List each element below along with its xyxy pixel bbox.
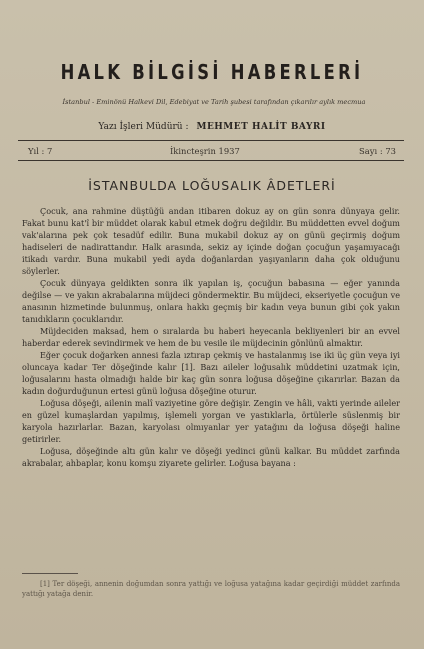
article-title: İSTANBULDA LOĞUSALIK ÂDETLERİ	[88, 178, 336, 193]
editor-name: MEHMET HALİT BAYRI	[196, 122, 326, 132]
journal-subtitle: İstanbul - Eminönü Halkevi Dil, Edebiyat ve Tarih şubesi tarafından çıkarılır aylık mecmua	[62, 98, 366, 106]
editor-line	[0, 122, 424, 132]
issue-number: Sayı : 73	[359, 146, 396, 156]
journal-title: HALK BİLGİSİ HABERLERİ	[60, 60, 364, 84]
issue-year: Yıl : 7	[28, 146, 53, 156]
paragraph: Müjdeciden maksad, hem o sıralarda bu haberi heyecanla bekliyenleri bir an evvel haberdar ederek sevindirmek ve hem de bu vesile ile müjdecinin gönlünü almaktır.	[22, 326, 400, 348]
paragraph: Çocuk, ana rahmine düştüğü andan itibaren dokuz ay on gün sonra dünyaya gelir. Fakat bunu kat'î bir müddet olarak kabul etmek doğru değildir. Bu müddetten evvel doğum vak'alarına pek çok tesadüf edilir. Buna mukabil dokuz ay on günü geçirmiş doğum hadiseleri de nadirattandır. Halk arasında, sekiz ay içinde doğan çocuğun yaşamıyacağı itikadı vardır. Buna mukabil yedi ayda doğanlardan yaşıyanların daha çok olduğunu söylerler.	[22, 206, 400, 276]
paragraph: Loğusa, döşeğinde altı gün kalır ve döşeği yedinci günü kalkar. Bu müddet zarfında akrabalar, ahbaplar, konu komşu ziyarete gelirler. Loğusa bayana :	[22, 446, 400, 468]
editor-label: Yazı İşleri Müdürü :	[98, 122, 189, 132]
footnote: [1] Ter döşeği, annenin doğumdan sonra yattığı ve loğusa yatağına kadar geçirdiği müddet zarfında yattığı yatağa denir.	[22, 580, 400, 598]
paragraph: Çocuk dünyaya geldikten sonra ilk yapılan iş, çocuğun babasına — eğer yanında değilse — ve yakın akrabalarına müjdeci göndermektir. Bu müjdeci, ekseriyetle çocuğun ve anasının hizmetinde bulunmuş, onlara hakkı geçmiş bir kadın veya bunun gibi çok yakın tanıdıkların çocuklarıdır.	[22, 278, 400, 324]
article-body	[22, 205, 400, 469]
header-rule-bottom	[18, 160, 404, 161]
issue-date: İkincteşrin 1937	[170, 146, 240, 156]
paragraph: Eğer çocuk doğarken annesi fazla ıztırap çekmiş ve hastalanmış ise iki üç gün veya iyi oluncaya kadar Ter döşeğinde kalır [1]. Bazı aileler loğusalık müddetini uzatmak için, loğusalarını hasta olmadığı halde bir kaç gün sonra loğusa döşeğine çıkarırlar. Bazan da kadın doğurduğunun ertesi günü loğusa döşeğine oturur.	[22, 350, 400, 396]
footnote-rule	[22, 573, 78, 574]
header-rule-top	[18, 140, 404, 141]
paragraph: Loğusa döşeği, ailenin malî vaziyetine göre değişir. Zengin ve hâli, vakti yerinde aileler en güzel kumaşlardan yapılmış, işlemeli yorgan ve yastıklarla, örtülerle süslenmiş bir karyola hazırlarlar. Bazan, karyolası olmıyanlar yer yatağını da loğusa döşeği haline getirirler.	[22, 398, 400, 444]
